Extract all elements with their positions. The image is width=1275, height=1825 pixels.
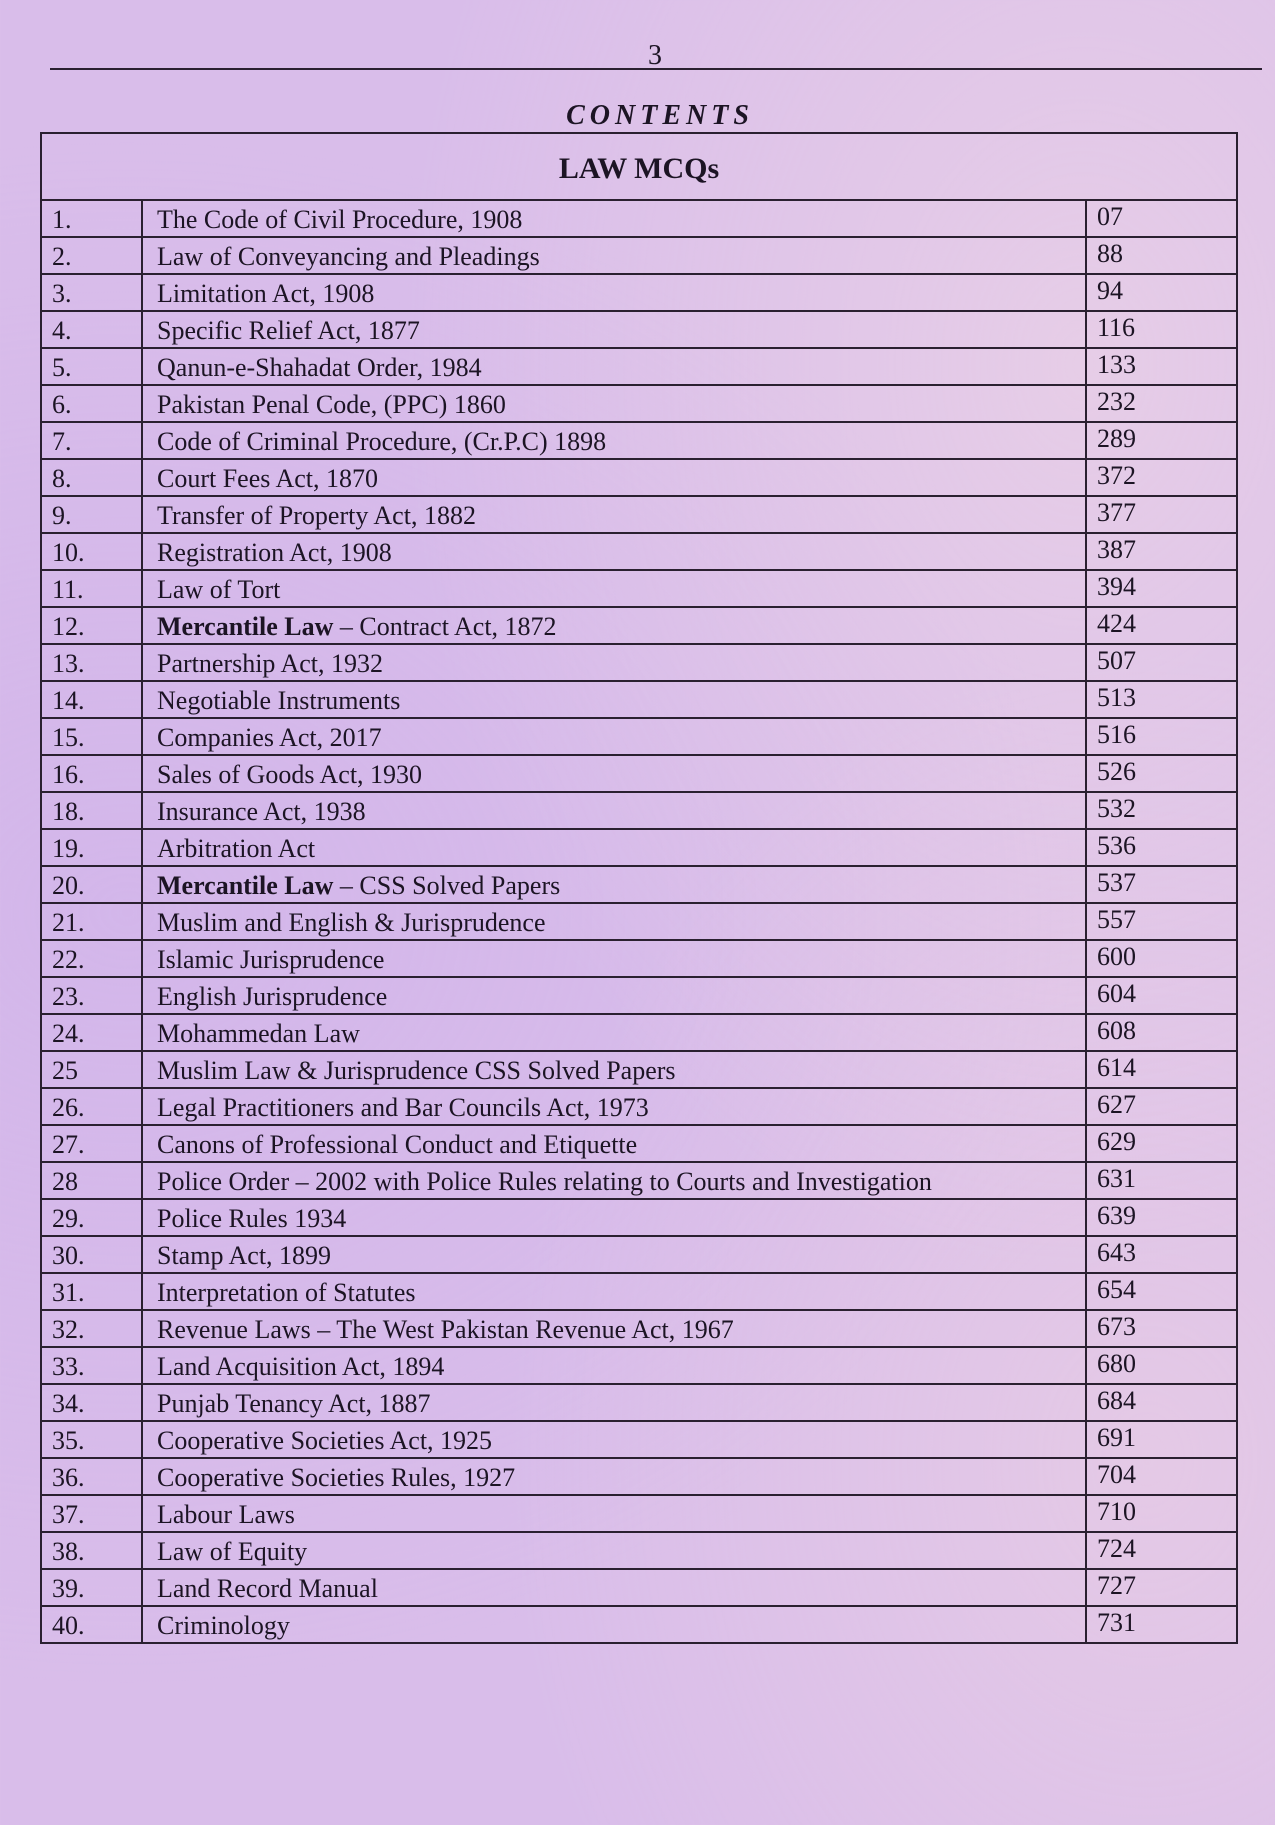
entry-title-cell — [142, 422, 1086, 459]
entry-title-cell — [142, 311, 1086, 348]
entry-title: Muslim and English & Jurisprudence — [157, 908, 546, 937]
entry-title-cell — [142, 1125, 1086, 1162]
toc-row — [41, 1236, 1237, 1273]
entry-title-cell — [142, 385, 1086, 422]
toc-row — [41, 1199, 1237, 1236]
entry-number: 9. — [41, 496, 142, 533]
entry-title-cell — [142, 1051, 1086, 1088]
entry-number: 3. — [41, 274, 142, 311]
toc-row — [41, 1347, 1237, 1384]
entry-number: 1. — [41, 200, 142, 237]
entry-title: Transfer of Property Act, 1882 — [157, 501, 476, 530]
entry-number: 29. — [41, 1199, 142, 1236]
toc-row — [41, 755, 1237, 792]
entry-number: 19. — [41, 829, 142, 866]
toc-row — [41, 607, 1237, 644]
entry-page-number: 724 — [1086, 1532, 1237, 1569]
entry-title: Muslim Law & Jurisprudence CSS Solved Papers — [157, 1056, 676, 1085]
entry-number: 7. — [41, 422, 142, 459]
entry-title: Mohammedan Law — [157, 1019, 360, 1048]
entry-page-number: 394 — [1086, 570, 1237, 607]
entry-number: 18. — [41, 792, 142, 829]
entry-number: 38. — [41, 1532, 142, 1569]
entry-number: 33. — [41, 1347, 142, 1384]
entry-title: Cooperative Societies Rules, 1927 — [157, 1463, 516, 1492]
entry-number: 12. — [41, 607, 142, 644]
toc-row — [41, 348, 1237, 385]
entry-title-cell — [142, 1014, 1086, 1051]
entry-subject-bold: Mercantile Law — [157, 612, 334, 641]
entry-title: Arbitration Act — [157, 834, 316, 863]
entry-title-cell — [142, 940, 1086, 977]
entry-page-number: 532 — [1086, 792, 1237, 829]
entry-title-cell — [142, 459, 1086, 496]
entry-title: Canons of Professional Conduct and Etiquette — [157, 1130, 638, 1159]
section-title: LAW MCQs — [41, 133, 1237, 200]
entry-title: Law of Equity — [157, 1537, 308, 1566]
entry-title: Labour Laws — [157, 1500, 295, 1529]
entry-title-cell — [142, 903, 1086, 940]
entry-number: 27. — [41, 1125, 142, 1162]
entry-page-number: 07 — [1086, 200, 1237, 237]
entry-page-number: 673 — [1086, 1310, 1237, 1347]
entry-page-number: 710 — [1086, 1495, 1237, 1532]
entry-title: Land Record Manual — [157, 1574, 378, 1603]
entry-page-number: 377 — [1086, 496, 1237, 533]
entry-number: 20. — [41, 866, 142, 903]
entry-title-cell — [142, 718, 1086, 755]
entry-title-cell — [142, 1199, 1086, 1236]
toc-row — [41, 1310, 1237, 1347]
entry-title-cell — [142, 1569, 1086, 1606]
entry-title-cell — [142, 1495, 1086, 1532]
entry-title-cell — [142, 681, 1086, 718]
entry-title-cell — [142, 607, 1086, 644]
entry-title: Limitation Act, 1908 — [157, 279, 375, 308]
entry-title: Sales of Goods Act, 1930 — [157, 760, 423, 789]
entry-number: 35. — [41, 1421, 142, 1458]
entry-title: Law of Conveyancing and Pleadings — [157, 242, 540, 271]
entry-title: English Jurisprudence — [157, 982, 388, 1011]
toc-row — [41, 570, 1237, 607]
entry-title-cell — [142, 1088, 1086, 1125]
entry-title-cell — [142, 1532, 1086, 1569]
entry-number: 31. — [41, 1273, 142, 1310]
entry-title: Legal Practitioners and Bar Councils Act, 1973 — [157, 1093, 649, 1122]
toc-row — [41, 1051, 1237, 1088]
entry-title: Qanun-e-Shahadat Order, 1984 — [157, 353, 482, 382]
entry-title-cell — [142, 274, 1086, 311]
toc-row — [41, 718, 1237, 755]
entry-number: 22. — [41, 940, 142, 977]
entry-title: Police Rules 1934 — [157, 1204, 347, 1233]
entry-page-number: 289 — [1086, 422, 1237, 459]
entry-number: 37. — [41, 1495, 142, 1532]
entry-title: Criminology — [157, 1611, 290, 1640]
toc-row — [41, 1606, 1237, 1643]
entry-number: 8. — [41, 459, 142, 496]
section-header-row — [41, 133, 1237, 200]
entry-title-cell — [142, 1458, 1086, 1495]
entry-page-number: 94 — [1086, 274, 1237, 311]
entry-title: Negotiable Instruments — [157, 686, 401, 715]
entry-number: 30. — [41, 1236, 142, 1273]
entry-title-cell — [142, 977, 1086, 1014]
entry-title-cell — [142, 1384, 1086, 1421]
toc-row — [41, 237, 1237, 274]
toc-row — [41, 1162, 1237, 1199]
toc-row — [41, 866, 1237, 903]
entry-page-number: 116 — [1086, 311, 1237, 348]
entry-title: – Contract Act, 1872 — [333, 612, 557, 641]
entry-number: 40. — [41, 1606, 142, 1643]
entry-title-cell — [142, 1310, 1086, 1347]
toc-row — [41, 1384, 1237, 1421]
entry-number: 5. — [41, 348, 142, 385]
entry-title: Companies Act, 2017 — [157, 723, 382, 752]
entry-number: 36. — [41, 1458, 142, 1495]
entry-number: 4. — [41, 311, 142, 348]
entry-number: 26. — [41, 1088, 142, 1125]
entry-page-number: 424 — [1086, 607, 1237, 644]
contents-heading: CONTENTS — [566, 100, 754, 131]
entry-title: Registration Act, 1908 — [157, 538, 392, 567]
entry-number: 25 — [41, 1051, 142, 1088]
entry-page-number: 513 — [1086, 681, 1237, 718]
toc-row — [41, 385, 1237, 422]
header-rule — [50, 68, 1262, 70]
entry-page-number: 684 — [1086, 1384, 1237, 1421]
toc-row — [41, 422, 1237, 459]
entry-title: Police Order – 2002 with Police Rules relating to Courts and Investigation — [157, 1167, 932, 1196]
entry-number: 10. — [41, 533, 142, 570]
entry-title: Land Acquisition Act, 1894 — [157, 1352, 445, 1381]
entry-page-number: 654 — [1086, 1273, 1237, 1310]
toc-row — [41, 1125, 1237, 1162]
entry-title: Revenue Laws – The West Pakistan Revenue Act, 1967 — [157, 1315, 734, 1344]
entry-title-cell — [142, 792, 1086, 829]
entry-number: 14. — [41, 681, 142, 718]
entry-number: 16. — [41, 755, 142, 792]
toc-row — [41, 977, 1237, 1014]
toc-row — [41, 200, 1237, 237]
entry-page-number: 643 — [1086, 1236, 1237, 1273]
entry-title: – CSS Solved Papers — [333, 871, 561, 900]
toc-row — [41, 1421, 1237, 1458]
toc-row — [41, 274, 1237, 311]
entry-page-number: 614 — [1086, 1051, 1237, 1088]
entry-page-number: 372 — [1086, 459, 1237, 496]
toc-row — [41, 311, 1237, 348]
toc-row — [41, 829, 1237, 866]
entry-title-cell — [142, 1606, 1086, 1643]
toc-row — [41, 533, 1237, 570]
entry-title: Code of Criminal Procedure, (Cr.P.C) 1898 — [157, 427, 607, 456]
toc-row — [41, 903, 1237, 940]
entry-number: 13. — [41, 644, 142, 681]
entry-title-cell — [142, 200, 1086, 237]
entry-page-number: 604 — [1086, 977, 1237, 1014]
toc-row — [41, 1014, 1237, 1051]
contents-table — [40, 132, 1238, 1644]
entry-title: Court Fees Act, 1870 — [157, 464, 378, 493]
entry-number: 6. — [41, 385, 142, 422]
toc-row — [41, 1569, 1237, 1606]
entry-page-number: 608 — [1086, 1014, 1237, 1051]
entry-title-cell — [142, 866, 1086, 903]
entry-page-number: 631 — [1086, 1162, 1237, 1199]
entry-title: Specific Relief Act, 1877 — [157, 316, 420, 345]
entry-title: The Code of Civil Procedure, 1908 — [157, 205, 523, 234]
toc-row — [41, 459, 1237, 496]
entry-number: 11. — [41, 570, 142, 607]
entry-page-number: 691 — [1086, 1421, 1237, 1458]
entry-page-number: 704 — [1086, 1458, 1237, 1495]
entry-number: 24. — [41, 1014, 142, 1051]
entry-number: 15. — [41, 718, 142, 755]
entry-title-cell — [142, 570, 1086, 607]
entry-title-cell — [142, 533, 1086, 570]
entry-number: 34. — [41, 1384, 142, 1421]
entry-title-cell — [142, 755, 1086, 792]
entry-page-number: 727 — [1086, 1569, 1237, 1606]
entry-title: Pakistan Penal Code, (PPC) 1860 — [157, 390, 506, 419]
entry-page-number: 232 — [1086, 385, 1237, 422]
entry-page-number: 526 — [1086, 755, 1237, 792]
toc-row — [41, 681, 1237, 718]
entry-title: Partnership Act, 1932 — [157, 649, 384, 678]
page-number: 3 — [648, 40, 662, 71]
entry-page-number: 731 — [1086, 1606, 1237, 1643]
entry-title-cell — [142, 1421, 1086, 1458]
entry-page-number: 537 — [1086, 866, 1237, 903]
entry-page-number: 536 — [1086, 829, 1237, 866]
entry-title: Cooperative Societies Act, 1925 — [157, 1426, 493, 1455]
entry-title-cell — [142, 1347, 1086, 1384]
entry-subject-bold: Mercantile Law — [157, 871, 334, 900]
toc-row — [41, 792, 1237, 829]
entry-title-cell — [142, 1162, 1086, 1199]
entry-page-number: 600 — [1086, 940, 1237, 977]
entry-number: 2. — [41, 237, 142, 274]
entry-page-number: 133 — [1086, 348, 1237, 385]
entry-page-number: 387 — [1086, 533, 1237, 570]
entry-title-cell — [142, 644, 1086, 681]
entry-number: 32. — [41, 1310, 142, 1347]
toc-row — [41, 1532, 1237, 1569]
entry-title: Punjab Tenancy Act, 1887 — [157, 1389, 431, 1418]
entry-title-cell — [142, 348, 1086, 385]
toc-row — [41, 1458, 1237, 1495]
entry-page-number: 507 — [1086, 644, 1237, 681]
entry-number: 23. — [41, 977, 142, 1014]
entry-title-cell — [142, 237, 1086, 274]
entry-title-cell — [142, 1236, 1086, 1273]
toc-row — [41, 940, 1237, 977]
entry-title: Interpretation of Statutes — [157, 1278, 416, 1307]
entry-title: Insurance Act, 1938 — [157, 797, 366, 826]
entry-page-number: 557 — [1086, 903, 1237, 940]
entry-title: Islamic Jurisprudence — [157, 945, 385, 974]
entry-title-cell — [142, 829, 1086, 866]
entry-page-number: 639 — [1086, 1199, 1237, 1236]
entry-page-number: 516 — [1086, 718, 1237, 755]
entry-title-cell — [142, 1273, 1086, 1310]
entry-page-number: 88 — [1086, 237, 1237, 274]
toc-row — [41, 1495, 1237, 1532]
entry-title: Law of Tort — [157, 575, 281, 604]
toc-row — [41, 496, 1237, 533]
toc-row — [41, 1088, 1237, 1125]
entry-number: 39. — [41, 1569, 142, 1606]
toc-row — [41, 644, 1237, 681]
entry-page-number: 680 — [1086, 1347, 1237, 1384]
entry-page-number: 629 — [1086, 1125, 1237, 1162]
entry-title-cell — [142, 496, 1086, 533]
entry-page-number: 627 — [1086, 1088, 1237, 1125]
entry-title: Stamp Act, 1899 — [157, 1241, 332, 1270]
entry-number: 28 — [41, 1162, 142, 1199]
toc-row — [41, 1273, 1237, 1310]
entry-number: 21. — [41, 903, 142, 940]
